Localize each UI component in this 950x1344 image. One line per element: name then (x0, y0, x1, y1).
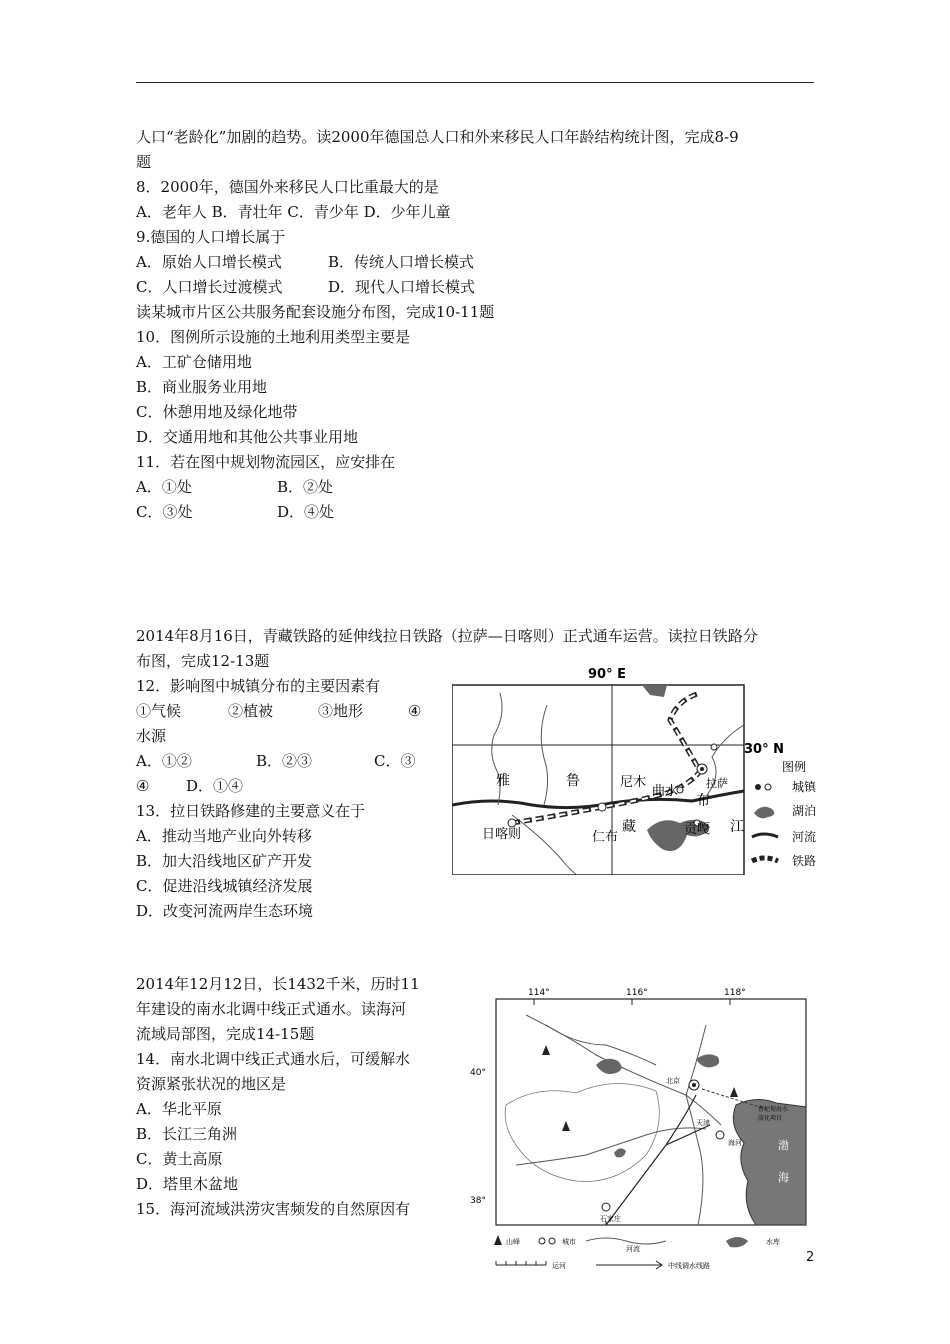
question-9: 9.德国的人口增长属于 (136, 228, 286, 246)
question-14-option-d: D．塔里木盆地 (136, 1175, 239, 1193)
map1-legend-river: 河流 (792, 830, 817, 844)
question-9-option-c: C．人口增长过渡模式 (136, 278, 283, 296)
question-10-option-c: C．休憩用地及绿化地带 (136, 403, 298, 421)
question-10-option-d: D．交通用地和其他公共事业用地 (136, 428, 359, 446)
question-13-option-a: A．推动当地产业向外转移 (136, 827, 312, 845)
map1-label-lu: 鲁 (566, 773, 580, 789)
map2-reservoir-2 (696, 1054, 719, 1067)
map2-legend-route-icon (596, 1261, 662, 1269)
map1-label-ya: 雅 (496, 773, 510, 789)
map2-legend-canal: 运河 (552, 1262, 566, 1270)
map1-town-ne (711, 744, 717, 750)
map1-legend-title: 图例 (782, 760, 807, 774)
map2-label-tianjin: 天津 (696, 1119, 710, 1127)
map2-label-shijiazhuang: 石家庄 (600, 1215, 621, 1223)
question-10: 10．图例所示设施的土地利用类型主要是 (136, 328, 411, 346)
map2-legend-city-icon-1 (539, 1238, 545, 1244)
map1-lake-north (642, 685, 667, 697)
question-12: 12．影响图中城镇分布的主要因素有 (136, 677, 381, 695)
header-rule (136, 82, 814, 83)
question-11: 11．若在图中规划物流园区，应安排在 (136, 453, 396, 471)
question-11-option-d: D．④处 (277, 503, 335, 521)
haihe-basin-map (466, 985, 816, 1275)
map2-peak-3 (542, 1045, 550, 1055)
map2-label-project-1: 曹妃甸海水 (758, 1106, 789, 1113)
map2-label-haihe: 海河 (728, 1139, 742, 1147)
question-12-factor-4: ④ (408, 702, 422, 720)
question-12-factor-4-text: 水源 (136, 727, 167, 745)
map2-city-tianjin (716, 1131, 724, 1139)
question-14-option-b: B．长江三角洲 (136, 1125, 238, 1143)
intro-12-13-line2: 布图，完成12-13题 (136, 652, 270, 670)
map1-legend-river-icon (752, 834, 778, 837)
intro-14-15-line2: 年建设的南水北调中线正式通水。读海河 (136, 1000, 407, 1018)
map2-label-beijing: 北京 (666, 1077, 680, 1085)
map1-label-bu: 布 (696, 793, 710, 809)
map2-lon-116: 116° (626, 988, 648, 998)
map1-label-gongga: 贡嘎 (684, 822, 711, 837)
map2-lon-118: 118° (724, 988, 746, 998)
question-13-option-b: B．加大沿线地区矿产开发 (136, 852, 313, 870)
map1-label-zang: 藏 (622, 819, 636, 835)
map2-river-south (516, 1128, 706, 1165)
question-12-factor-3: ③地形 (318, 702, 364, 720)
question-9-option-b: B．传统人口增长模式 (328, 253, 475, 271)
map1-label-nimu: 尼木 (620, 775, 647, 790)
map1-label-rikaze: 日喀则 (482, 827, 522, 842)
question-13: 13．拉日铁路修建的主要意义在于 (136, 802, 366, 820)
map1-legend-town-icon (765, 784, 771, 790)
map1-legend-rail: 铁路 (792, 854, 817, 868)
map2-city-beijing-dot (692, 1083, 696, 1087)
question-14-line2: 资源紧张状况的地区是 (136, 1075, 287, 1093)
map2-peak-1 (730, 1087, 738, 1097)
map1-legend-rail-icon (752, 858, 778, 861)
question-14-option-a: A．华北平原 (136, 1100, 222, 1118)
question-12-option-d: D．①④ (186, 777, 244, 795)
intro-10-11: 读某城市片区公共服务配套设施分布图，完成10-11题 (136, 303, 495, 321)
question-13-option-c: C．促进沿线城镇经济发展 (136, 877, 313, 895)
intro-14-15-line1: 2014年12月12日，长1432千米，历时11 (136, 975, 420, 993)
map2-basin-outline (505, 1083, 659, 1181)
intro-8-9-line1: 人口“老龄化”加剧的趋势。读2000年德国总人口和外来移民人口年龄结构统计图，完成8-9 (136, 128, 739, 146)
map1-legend-city-icon (755, 784, 761, 790)
question-10-option-b: B．商业服务业用地 (136, 378, 268, 396)
map2-legend-peak: 山峰 (506, 1238, 520, 1246)
question-12-factor-2: ②植被 (228, 702, 274, 720)
map2-legend-river: 河流 (626, 1245, 640, 1253)
intro-8-9-line2: 题 (136, 153, 152, 171)
question-14: 14．南水北调中线正式通水后，可缓解水 (136, 1050, 411, 1068)
intro-14-15-line3: 流域局部图，完成14-15题 (136, 1025, 315, 1043)
map1-town-renbu (598, 803, 606, 811)
map2-legend-city: 城市 (562, 1238, 576, 1246)
question-11-option-a: A．①处 (136, 478, 192, 496)
question-11-option-b: B．②处 (277, 478, 334, 496)
map1-legend-town: 城镇 (792, 780, 817, 794)
map1-label-jiang: 江 (730, 819, 744, 835)
question-13-option-d: D．改变河流两岸生态环境 (136, 902, 314, 920)
question-10-option-a: A．工矿仓储用地 (136, 353, 252, 371)
map1-label-qushui: 曲水 (652, 784, 679, 799)
map2-route-main (606, 1095, 696, 1225)
lari-railway-map (452, 665, 852, 875)
map2-label-sea: 海 (778, 1171, 789, 1184)
map1-city-lhasa-dot (700, 767, 704, 771)
map2-river-ne (546, 1025, 656, 1065)
map1-legend-lake: 湖泊 (792, 804, 817, 818)
map2-label-bohai: 渤 (778, 1139, 789, 1152)
map2-lat-40: 40° (470, 1068, 486, 1078)
map2-legend-route: 中线调水线路 (668, 1262, 710, 1270)
question-15: 15．海河流域洪涝灾害频发的自然原因有 (136, 1200, 411, 1218)
map2-lon-114: 114° (528, 988, 550, 998)
question-14-option-c: C．黄土高原 (136, 1150, 223, 1168)
map2-river-north (526, 1015, 721, 1125)
map2-legend-peak-icon (494, 1235, 502, 1245)
map2-legend-canal-icon (496, 1261, 546, 1265)
question-11-option-c: C．③处 (136, 503, 193, 521)
map2-legend-river-icon (586, 1238, 666, 1244)
question-9-option-d: D．现代人口增长模式 (328, 278, 476, 296)
map2-legend-res: 水库 (766, 1238, 780, 1246)
map1-nyang-river (512, 815, 577, 875)
question-9-option-a: A．原始人口增长模式 (136, 253, 282, 271)
question-12-option-b: B．②③ (256, 752, 313, 770)
question-12-option-c-cont: ④ (136, 777, 150, 795)
question-12-option-c: C．③ (374, 752, 416, 770)
map1-label-renbu: 仁布 (592, 830, 619, 845)
map2-city-shijiazhuang (602, 1203, 610, 1211)
map2-reservoir-1 (596, 1059, 622, 1074)
map2-label-project-2: 淡化项目 (758, 1115, 783, 1122)
question-8-options: A．老年人 B．青壮年 C．青少年 D．少年儿童 (136, 203, 451, 221)
question-12-factor-1: ①气候 (136, 702, 182, 720)
map1-lon-label: 90° E (588, 667, 626, 682)
question-12-option-a: A．①② (136, 752, 192, 770)
intro-12-13-line1: 2014年8月16日，青藏铁路的延伸线拉日铁路（拉萨—日喀则）正式通车运营。读拉日铁路分 (136, 627, 758, 645)
map1-town-rikaze (508, 819, 516, 827)
map1-label-lasa: 拉萨 (706, 777, 728, 790)
map2-peak-2 (562, 1121, 570, 1131)
map2-legend-city-icon-2 (549, 1238, 555, 1244)
map1-legend-lake-icon (754, 807, 774, 819)
map1-lat-label: 30° N (744, 742, 784, 757)
question-8: 8．2000年，德国外来移民人口比重最大的是 (136, 178, 439, 196)
map2-reservoir-3 (614, 1148, 626, 1157)
map2-lat-38: 38° (470, 1196, 486, 1206)
map1-tributary-mid (541, 705, 547, 805)
map2-legend-res-icon (726, 1237, 748, 1247)
page-number: 2 (806, 1250, 815, 1265)
